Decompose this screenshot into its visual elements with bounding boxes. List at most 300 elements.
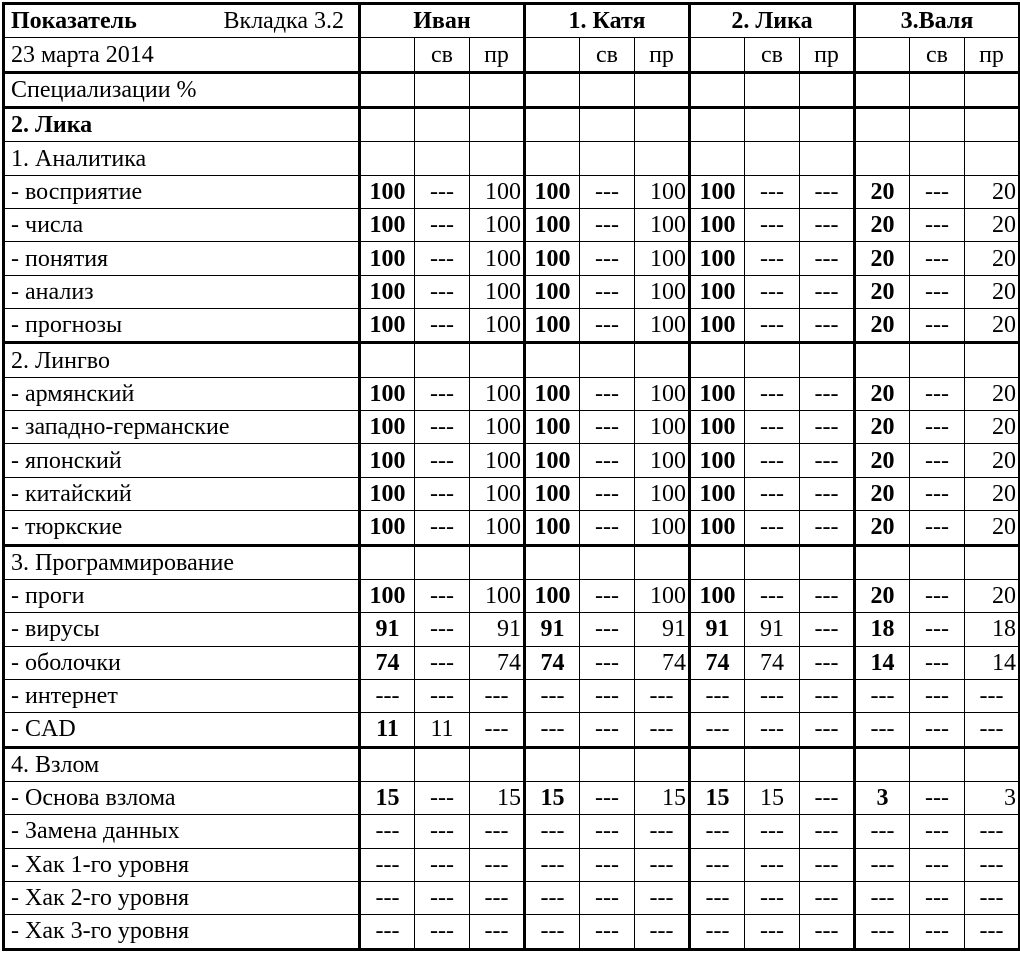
value-sv-cell [745,142,800,175]
value-main-cell: 100 [690,511,745,545]
table-row [4,142,1020,175]
value-main-cell: 74 [360,646,415,679]
table-row [4,747,1020,781]
value-main-cell [360,343,415,377]
value-pr-cell: 100 [635,511,690,545]
value-sv-cell [580,72,635,107]
value-main-cell: --- [855,915,910,949]
value-pr-cell [965,343,1020,377]
value-sv-cell: --- [745,309,800,343]
value-sv-cell: --- [910,613,965,646]
value-pr-cell [635,343,690,377]
row-label: - Замена данных [4,815,360,848]
row-label: - тюркские [4,511,360,545]
value-main-cell: --- [525,679,580,712]
table-row [4,646,1020,679]
value-main-cell: 11 [360,713,415,747]
value-main-cell: 100 [360,309,415,343]
value-pr-cell: --- [800,175,855,208]
value-pr-cell [470,72,525,107]
value-pr-cell: --- [800,781,855,814]
value-main-cell: --- [690,713,745,747]
value-sv-cell [415,747,470,781]
value-pr-cell: 74 [635,646,690,679]
value-pr-cell: 100 [470,411,525,444]
value-pr-cell: --- [800,579,855,612]
row-label: - понятия [4,242,360,275]
value-main-cell: --- [360,679,415,712]
value-main-cell: --- [855,848,910,881]
value-pr-cell [800,108,855,142]
value-main-cell [360,108,415,142]
value-pr-cell: --- [800,713,855,747]
value-sv-cell: --- [415,848,470,881]
value-pr-cell: --- [800,477,855,510]
value-main-cell [525,545,580,579]
value-sv-cell: --- [415,242,470,275]
value-main-cell: 100 [690,377,745,410]
value-pr-cell: --- [635,881,690,914]
value-pr-cell: 100 [470,309,525,343]
value-sv-cell: --- [580,275,635,308]
value-main-cell [360,545,415,579]
value-main-cell: 20 [855,175,910,208]
value-pr-cell: 20 [965,511,1020,545]
value-main-cell: 20 [855,242,910,275]
table-row [4,209,1020,242]
value-sv-cell [415,142,470,175]
value-main-cell: 100 [525,209,580,242]
value-pr-cell: 100 [635,242,690,275]
value-main-cell [360,72,415,107]
value-sv-cell: --- [745,915,800,949]
value-main-cell [525,72,580,107]
value-pr-cell: --- [635,679,690,712]
value-main-cell: 100 [525,275,580,308]
tab-label: Вкладка 3.2 [223,8,344,35]
value-main-cell: --- [525,713,580,747]
value-main-cell [690,343,745,377]
value-sv-cell: --- [580,209,635,242]
value-pr-cell: --- [800,815,855,848]
report-date: 23 марта 2014 [4,38,360,72]
value-main-cell: 100 [690,579,745,612]
value-pr-cell: 100 [635,444,690,477]
value-pr-cell [470,108,525,142]
value-sv-cell: --- [910,915,965,949]
value-sv-cell: --- [745,175,800,208]
value-pr-cell: --- [965,815,1020,848]
table-row [4,511,1020,545]
value-sv-cell: --- [415,511,470,545]
value-pr-cell [635,108,690,142]
group-header-lika: 2. Лика [690,4,855,38]
value-main-cell: 20 [855,309,910,343]
value-main-cell: 15 [360,781,415,814]
value-pr-cell [470,545,525,579]
value-sv-cell: --- [580,411,635,444]
value-main-cell: 100 [690,411,745,444]
value-pr-cell: --- [635,848,690,881]
value-sv-cell: --- [415,175,470,208]
value-pr-cell: 100 [470,209,525,242]
table-row [4,848,1020,881]
group-header-katya: 1. Катя [525,4,690,38]
value-pr-cell: 20 [965,309,1020,343]
row-label: - армянский [4,377,360,410]
value-pr-cell [965,72,1020,107]
value-pr-cell: 15 [470,781,525,814]
value-main-cell: --- [690,881,745,914]
value-pr-cell: --- [965,881,1020,914]
table-row [4,108,1020,142]
value-sv-cell: --- [910,579,965,612]
value-pr-cell: 91 [635,613,690,646]
value-main-cell: 100 [360,511,415,545]
table-row [4,815,1020,848]
value-pr-cell [470,747,525,781]
value-sv-cell [910,142,965,175]
group-header-ivan: Иван [360,4,525,38]
value-sv-cell: --- [580,242,635,275]
value-sv-cell: --- [415,679,470,712]
value-pr-cell: --- [470,915,525,949]
value-sv-cell: --- [415,915,470,949]
value-sv-cell: --- [745,713,800,747]
value-pr-cell: 100 [635,477,690,510]
value-sv-cell [910,72,965,107]
value-pr-cell [800,747,855,781]
value-sv-cell: --- [580,679,635,712]
value-main-cell: 100 [525,444,580,477]
value-main-cell: 91 [360,613,415,646]
value-sv-cell [580,343,635,377]
value-sv-cell [745,747,800,781]
value-sv-cell: --- [910,411,965,444]
value-sv-cell: --- [745,679,800,712]
value-sv-cell: --- [415,377,470,410]
value-pr-cell: --- [470,848,525,881]
value-sv-cell: --- [415,444,470,477]
value-sv-cell [745,72,800,107]
row-label: - оболочки [4,646,360,679]
value-sv-cell: 11 [415,713,470,747]
table-row [4,781,1020,814]
value-pr-cell [965,108,1020,142]
value-sv-cell: --- [910,713,965,747]
table-row [4,881,1020,914]
value-main-cell: --- [360,848,415,881]
value-pr-cell: --- [800,848,855,881]
table-row [4,309,1020,343]
value-sv-cell: --- [910,511,965,545]
value-sv-cell [745,343,800,377]
value-sv-cell: --- [910,881,965,914]
value-pr-cell: --- [965,848,1020,881]
value-main-cell: --- [525,881,580,914]
value-main-cell [525,343,580,377]
value-main-cell: 15 [525,781,580,814]
value-main-cell: --- [690,679,745,712]
skills-table [2,2,1020,951]
value-pr-cell: --- [800,511,855,545]
value-pr-cell: 100 [470,242,525,275]
value-main-cell: --- [855,679,910,712]
value-main-cell: 100 [690,175,745,208]
table-row [4,477,1020,510]
row-label: 1. Аналитика [4,142,360,175]
value-sv-cell [580,545,635,579]
value-main-cell: 20 [855,579,910,612]
value-pr-cell [635,545,690,579]
value-sv-cell: --- [580,915,635,949]
value-pr-cell: 100 [470,444,525,477]
value-main-cell [690,747,745,781]
value-sv-cell: --- [580,881,635,914]
table-body [4,72,1020,949]
value-sv-cell: --- [415,881,470,914]
value-main-cell [360,142,415,175]
value-sv-cell: --- [910,275,965,308]
value-pr-cell [470,343,525,377]
value-sv-cell: --- [580,579,635,612]
value-pr-cell [470,142,525,175]
value-pr-cell: --- [800,411,855,444]
table-row [4,242,1020,275]
value-main-cell: --- [855,713,910,747]
value-main-cell: --- [525,815,580,848]
value-main-cell: 100 [525,579,580,612]
value-sv-cell: --- [580,815,635,848]
value-sv-cell [745,108,800,142]
value-main-cell: 100 [525,309,580,343]
value-pr-cell: --- [635,815,690,848]
value-main-cell: 20 [855,411,910,444]
value-main-cell: 100 [690,242,745,275]
value-main-cell [855,142,910,175]
value-main-cell: 20 [855,511,910,545]
subcol-sv: св [580,38,635,72]
value-main-cell: 100 [525,377,580,410]
value-pr-cell: 20 [965,275,1020,308]
indicator-label: Показатель [11,8,137,35]
value-sv-cell [415,545,470,579]
value-main-cell: --- [855,815,910,848]
row-label: - интернет [4,679,360,712]
table-row [4,72,1020,107]
value-sv-cell: --- [745,242,800,275]
row-label: 2. Лика [4,108,360,142]
value-main-cell: --- [525,848,580,881]
value-main-cell: 20 [855,209,910,242]
value-main-cell: --- [360,915,415,949]
value-pr-cell [800,343,855,377]
value-pr-cell: 20 [965,477,1020,510]
row-label: - проги [4,579,360,612]
value-main-cell: --- [360,815,415,848]
value-main-cell: 74 [525,646,580,679]
value-main-cell: 100 [360,209,415,242]
value-sv-cell: --- [415,209,470,242]
value-pr-cell: --- [800,209,855,242]
value-sv-cell: --- [580,175,635,208]
value-pr-cell [965,545,1020,579]
table-row [4,444,1020,477]
value-main-cell: 100 [360,579,415,612]
group-header-valya: 3.Валя [855,4,1020,38]
value-pr-cell: --- [470,713,525,747]
value-sv-cell: --- [415,411,470,444]
table-row [4,915,1020,949]
value-sv-cell: --- [910,444,965,477]
value-sv-cell: --- [415,613,470,646]
value-sv-cell: --- [910,377,965,410]
header-title-cell [4,4,360,38]
value-pr-cell: --- [800,881,855,914]
value-sv-cell: 74 [745,646,800,679]
value-sv-cell: --- [745,511,800,545]
value-main-cell: 91 [690,613,745,646]
value-sv-cell: 91 [745,613,800,646]
row-label: - CAD [4,713,360,747]
value-main-cell: 18 [855,613,910,646]
value-sv-cell: --- [745,275,800,308]
subcol-sv: св [745,38,800,72]
value-sv-cell [910,343,965,377]
value-sv-cell [415,108,470,142]
value-pr-cell: --- [800,242,855,275]
value-main-cell: 100 [525,477,580,510]
value-pr-cell: 74 [470,646,525,679]
value-sv-cell: --- [910,477,965,510]
value-sv-cell [910,108,965,142]
value-main-cell [855,343,910,377]
value-main-cell [360,747,415,781]
value-pr-cell: --- [470,881,525,914]
value-sv-cell: --- [910,209,965,242]
value-main-cell: 15 [690,781,745,814]
subcol-pr: пр [470,38,525,72]
value-pr-cell: 100 [470,377,525,410]
value-pr-cell: --- [800,275,855,308]
value-main-cell [855,108,910,142]
value-pr-cell: 15 [635,781,690,814]
value-pr-cell [635,747,690,781]
table-row [4,175,1020,208]
value-pr-cell: 18 [965,613,1020,646]
value-pr-cell: --- [470,679,525,712]
value-main-cell: 3 [855,781,910,814]
value-sv-cell: --- [745,411,800,444]
value-pr-cell [635,142,690,175]
table-row [4,679,1020,712]
value-main-cell: 100 [360,477,415,510]
value-pr-cell: 20 [965,377,1020,410]
value-pr-cell: 100 [635,209,690,242]
value-main-cell: --- [360,881,415,914]
table-row [4,713,1020,747]
value-sv-cell: --- [745,477,800,510]
value-pr-cell: --- [635,915,690,949]
value-main-cell: --- [690,848,745,881]
value-sv-cell [910,747,965,781]
table-row [4,275,1020,308]
value-pr-cell: 100 [635,309,690,343]
value-main-cell: 20 [855,275,910,308]
value-main-cell: --- [855,881,910,914]
value-main-cell: 100 [360,242,415,275]
value-pr-cell [965,142,1020,175]
value-sv-cell [580,142,635,175]
value-main-cell: --- [525,915,580,949]
value-sv-cell: --- [745,579,800,612]
value-sv-cell [910,545,965,579]
value-main-cell: 100 [690,309,745,343]
value-sv-cell: --- [745,815,800,848]
table-row [4,613,1020,646]
row-label: - Основа взлома [4,781,360,814]
value-main-cell [690,545,745,579]
value-sv-cell: --- [745,377,800,410]
value-sv-cell: --- [415,781,470,814]
value-main-cell: 91 [525,613,580,646]
value-sv-cell: --- [415,309,470,343]
value-main-cell: 14 [855,646,910,679]
value-sv-cell: --- [910,242,965,275]
value-sv-cell: --- [580,848,635,881]
value-main-cell [525,747,580,781]
header-row-subcols [4,38,1020,72]
value-pr-cell: 14 [965,646,1020,679]
value-main-cell: 100 [525,242,580,275]
row-label: - числа [4,209,360,242]
value-sv-cell: --- [745,209,800,242]
value-pr-cell: 100 [470,175,525,208]
value-pr-cell: --- [800,444,855,477]
row-label: - Хак 1-го уровня [4,848,360,881]
value-sv-cell [580,747,635,781]
value-pr-cell: --- [800,915,855,949]
value-sv-cell [415,72,470,107]
value-main-cell: 100 [360,275,415,308]
value-pr-cell: --- [800,679,855,712]
value-sv-cell: --- [910,175,965,208]
value-pr-cell: 100 [635,579,690,612]
value-main-cell [525,142,580,175]
value-sv-cell: --- [745,881,800,914]
value-pr-cell: --- [800,613,855,646]
value-sv-cell: --- [910,309,965,343]
value-main-cell: 100 [525,511,580,545]
row-label: - японский [4,444,360,477]
table-row [4,545,1020,579]
value-sv-cell: --- [580,646,635,679]
value-pr-cell [800,545,855,579]
value-pr-cell: --- [965,679,1020,712]
value-sv-cell: --- [580,713,635,747]
value-sv-cell: --- [580,511,635,545]
row-label: - Хак 3-го уровня [4,915,360,949]
value-main-cell: --- [690,915,745,949]
value-pr-cell: 20 [965,242,1020,275]
value-sv-cell: --- [910,781,965,814]
value-main-cell: 100 [690,275,745,308]
value-sv-cell: --- [910,679,965,712]
value-sv-cell: --- [415,815,470,848]
value-sv-cell: --- [415,275,470,308]
value-main-cell: 20 [855,377,910,410]
value-pr-cell: 20 [965,411,1020,444]
